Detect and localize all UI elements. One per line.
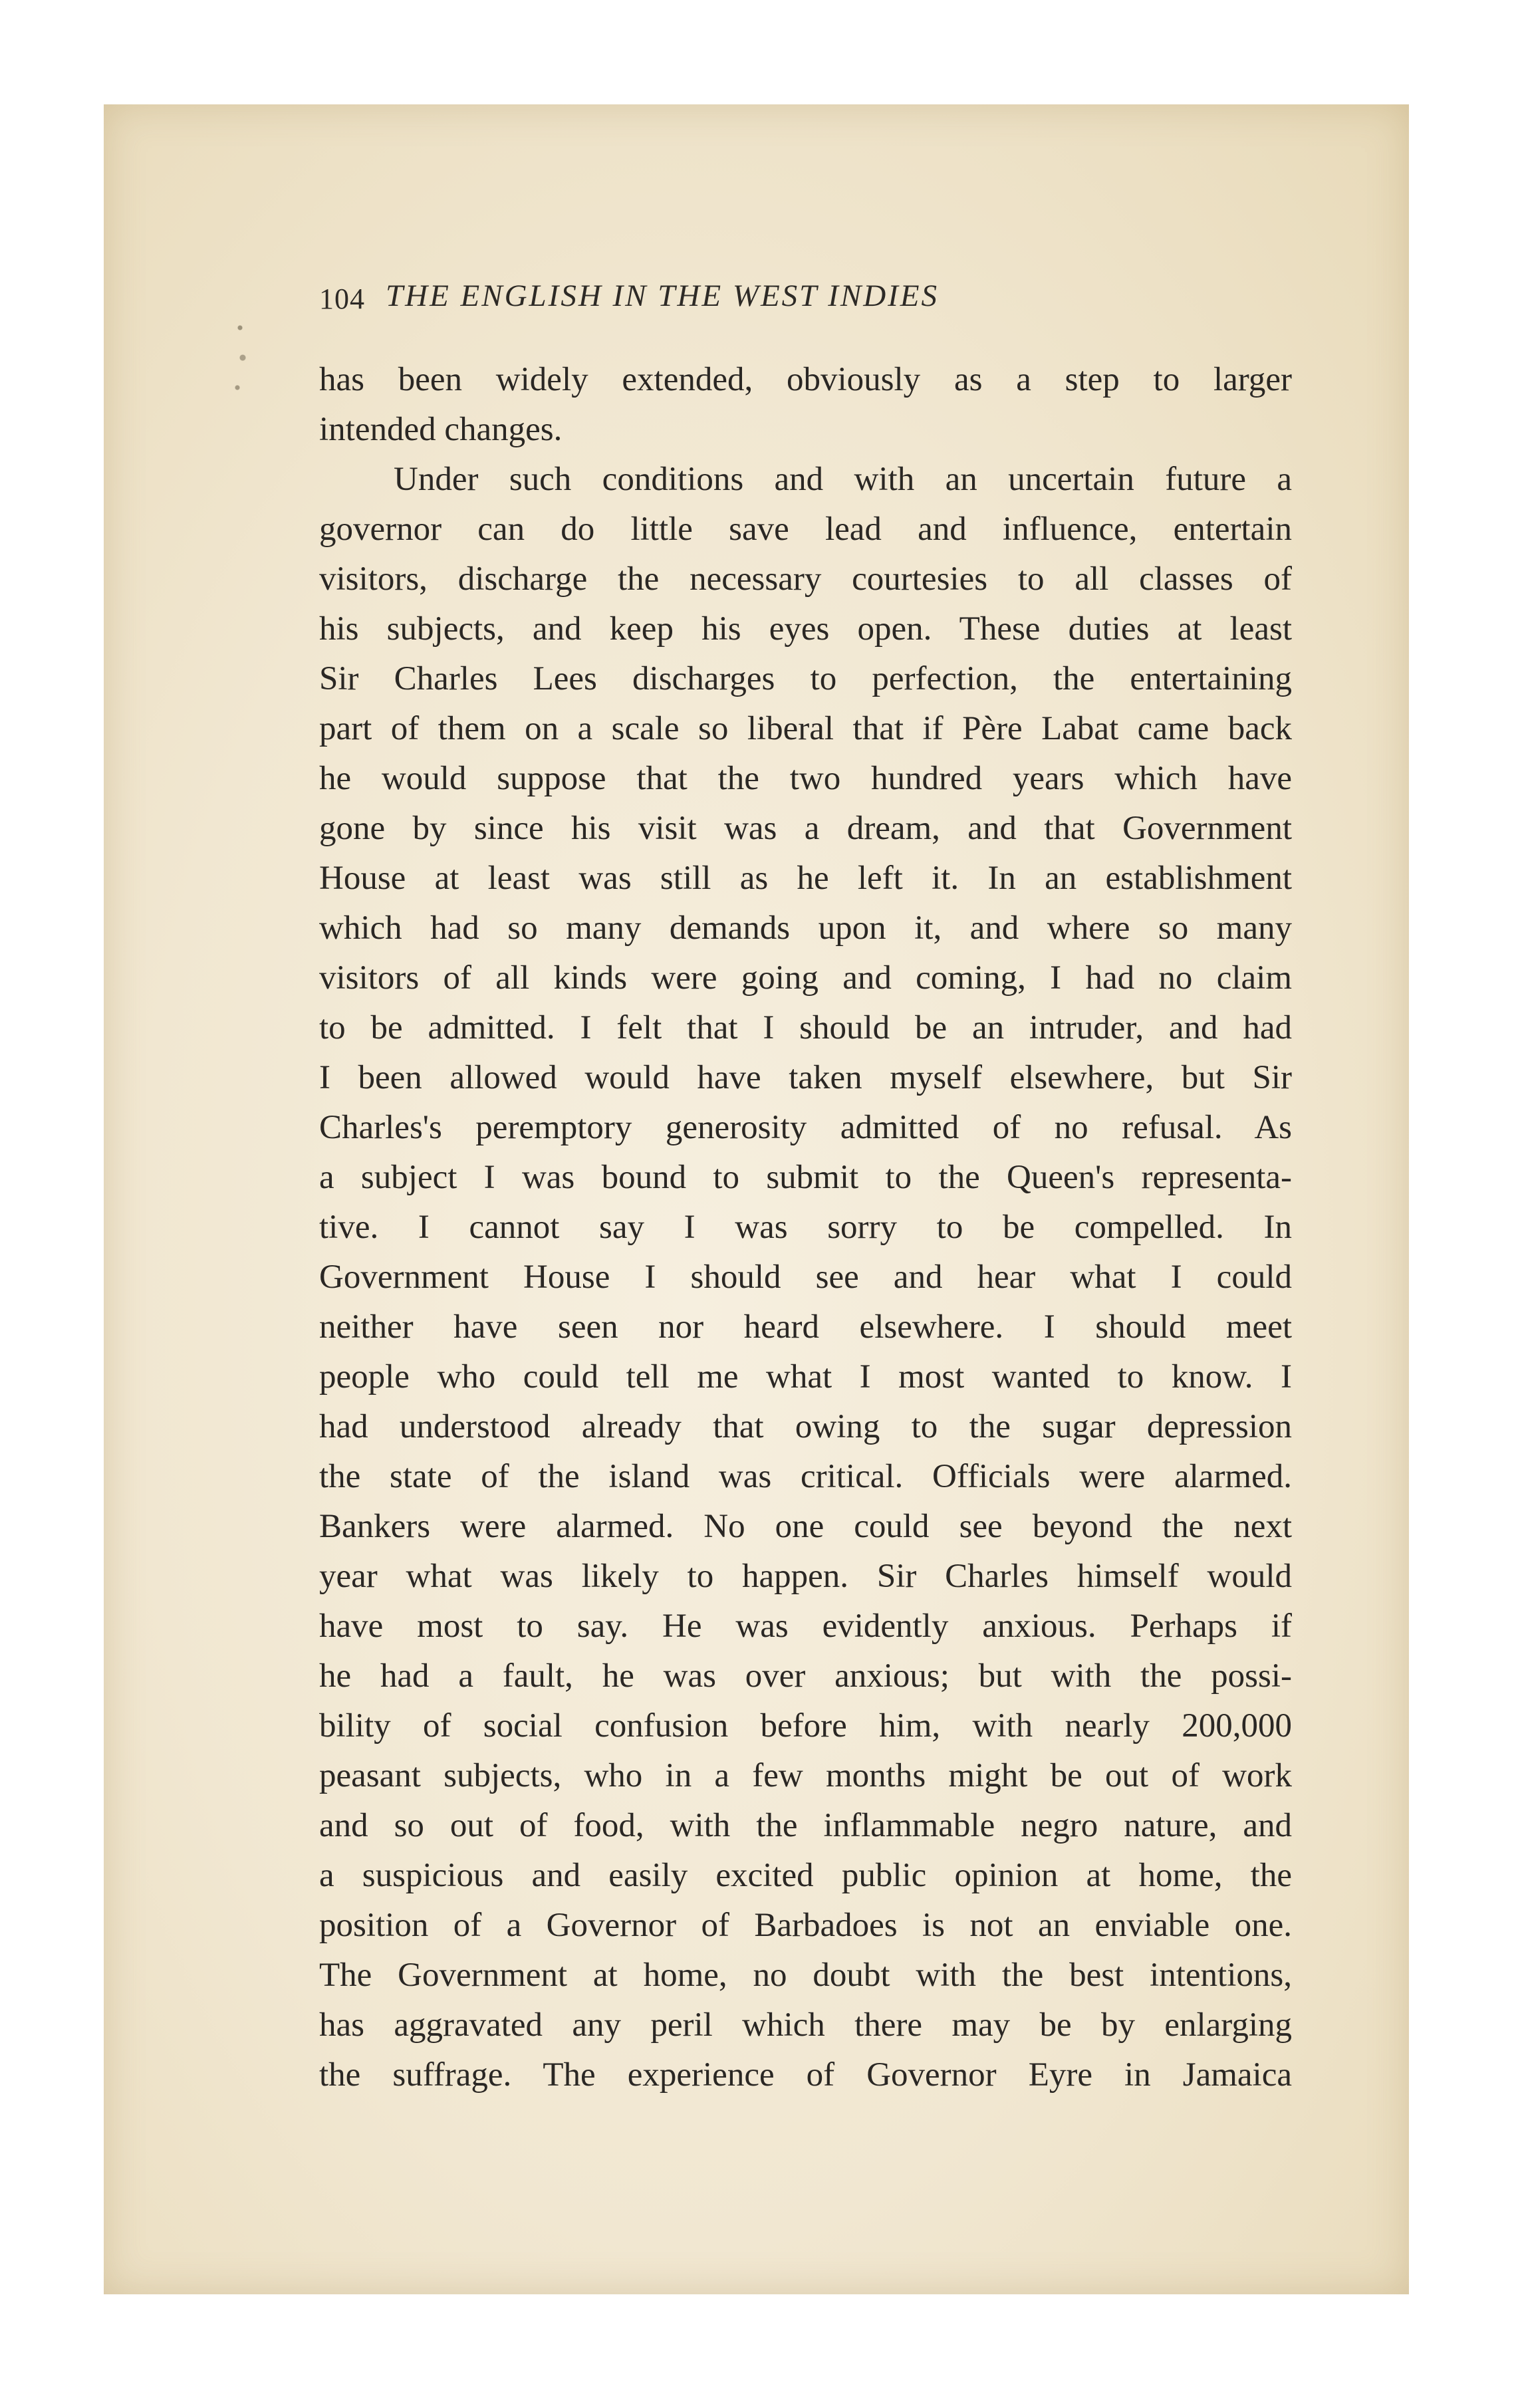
- text-line: the suffrage. The experience of Governor Eyre in Jamaica: [319, 2056, 1292, 2094]
- text-line: he had a fault, he was over anxious; but with the possi-: [319, 1657, 1292, 1695]
- text-line: his subjects, and keep his eyes open. These duties at least: [319, 610, 1292, 648]
- page-header: [319, 273, 1197, 326]
- text-line: tive. I cannot say I was sorry to be compelled. In: [319, 1209, 1292, 1246]
- text-line: has aggravated any peril which there may be by enlarging: [319, 2006, 1292, 2044]
- text-line: he would suppose that the two hundred years which have: [319, 760, 1292, 797]
- text-line: had understood already that owing to the sugar depression: [319, 1408, 1292, 1445]
- text-line: year what was likely to happen. Sir Charles himself would: [319, 1558, 1292, 1595]
- text-line: has been widely extended, obviously as a step to larger: [319, 361, 1292, 398]
- text-line: a suspicious and easily excited public opinion at home, the: [319, 1857, 1292, 1894]
- text-line: peasant subjects, who in a few months might be out of work: [319, 1757, 1292, 1794]
- text-line: position of a Governor of Barbadoes is not an enviable one.: [319, 1907, 1292, 1944]
- text-line: Sir Charles Lees discharges to perfection, the entertaining: [319, 660, 1292, 697]
- text-line: intended changes.: [319, 411, 563, 448]
- text-line: The Government at home, no doubt with the best intentions,: [319, 1957, 1292, 1994]
- running-title: THE ENGLISH IN THE WEST INDIES: [386, 279, 940, 313]
- text-line: I been allowed would have taken myself elsewhere, but Sir: [319, 1059, 1292, 1096]
- text-line: people who could tell me what I most wanted to know. I: [319, 1358, 1292, 1395]
- text-line: Charles's peremptory generosity admitted of no refusal. As: [319, 1109, 1292, 1146]
- page-number: 104: [319, 283, 365, 315]
- text-line: visitors of all kinds were going and coming, I had no claim: [319, 959, 1292, 997]
- text-line: Under such conditions and with an uncertain future a: [394, 461, 1292, 498]
- text-line: bility of social confusion before him, with nearly 200,000: [319, 1707, 1292, 1745]
- text-line: governor can do little save lead and influence, entertain: [319, 511, 1292, 548]
- text-line: Government House I should see and hear what I could: [319, 1259, 1292, 1296]
- text-line: a subject I was bound to submit to the Queen's representa-: [319, 1159, 1292, 1196]
- text-line: have most to say. He was evidently anxious. Perhaps if: [319, 1608, 1292, 1645]
- body-text: [319, 355, 1292, 2100]
- text-line: House at least was still as he left it. In an establishment: [319, 860, 1292, 897]
- text-line: the state of the island was critical. Officials were alarmed.: [319, 1458, 1292, 1495]
- text-line: part of them on a scale so liberal that if Père Labat came back: [319, 710, 1292, 747]
- text-line: neither have seen nor heard elsewhere. I should meet: [319, 1308, 1292, 1346]
- text-line: which had so many demands upon it, and where so many: [319, 909, 1292, 947]
- binding-marks: [227, 304, 253, 423]
- text-line: visitors, discharge the necessary courtesies to all classes of: [319, 560, 1292, 598]
- text-line: to be admitted. I felt that I should be an intruder, and had: [319, 1009, 1292, 1046]
- text-line: Bankers were alarmed. No one could see beyond the next: [319, 1508, 1292, 1545]
- text-line: and so out of food, with the inflammable negro nature, and: [319, 1807, 1292, 1844]
- text-line: gone by since his visit was a dream, and that Government: [319, 810, 1292, 847]
